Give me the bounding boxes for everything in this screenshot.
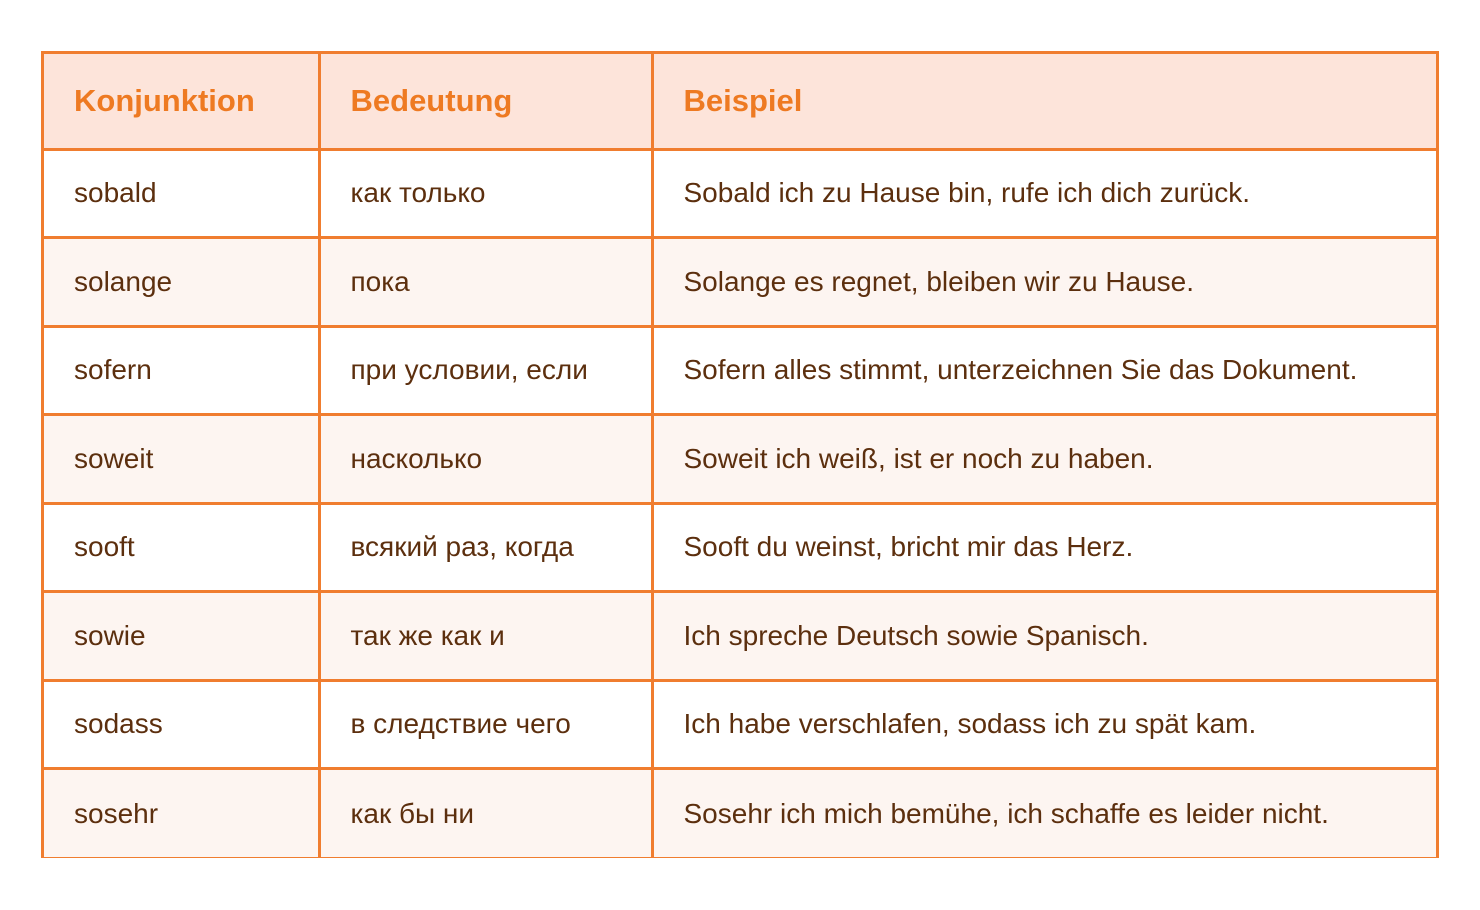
table-row — [44, 415, 1436, 504]
table-row — [44, 149, 1436, 238]
cell-conjunction: sooft — [44, 503, 319, 592]
cell-example: Sosehr ich mich bemühe, ich schaffe es leider nicht. — [652, 769, 1436, 858]
cell-conjunction: sodass — [44, 680, 319, 769]
cell-meaning: как только — [319, 149, 652, 238]
cell-conjunction: sosehr — [44, 769, 319, 858]
cell-meaning: в следствие чего — [319, 680, 652, 769]
cell-example: Sooft du weinst, bricht mir das Herz. — [652, 503, 1436, 592]
table-row — [44, 680, 1436, 769]
table-row — [44, 592, 1436, 681]
table-header-row — [44, 54, 1436, 149]
cell-example: Sobald ich zu Hause bin, rufe ich dich zurück. — [652, 149, 1436, 238]
table-row — [44, 503, 1436, 592]
header-beispiel: Beispiel — [652, 54, 1436, 149]
cell-conjunction: sobald — [44, 149, 319, 238]
cell-conjunction: soweit — [44, 415, 319, 504]
conjunction-table-frame — [41, 51, 1439, 858]
table-row — [44, 769, 1436, 858]
cell-example: Solange es regnet, bleiben wir zu Hause. — [652, 238, 1436, 327]
cell-meaning: при условии, если — [319, 326, 652, 415]
cell-example: Ich spreche Deutsch sowie Spanisch. — [652, 592, 1436, 681]
cell-conjunction: solange — [44, 238, 319, 327]
cell-example: Ich habe verschlafen, sodass ich zu spät kam. — [652, 680, 1436, 769]
cell-meaning: всякий раз, когда — [319, 503, 652, 592]
conjunction-table — [44, 54, 1436, 857]
cell-meaning: насколько — [319, 415, 652, 504]
cell-example: Soweit ich weiß, ist er noch zu haben. — [652, 415, 1436, 504]
cell-meaning: как бы ни — [319, 769, 652, 858]
table-row — [44, 326, 1436, 415]
table-row — [44, 238, 1436, 327]
cell-meaning: так же как и — [319, 592, 652, 681]
cell-conjunction: sofern — [44, 326, 319, 415]
header-konjunktion: Konjunktion — [44, 54, 319, 149]
cell-conjunction: sowie — [44, 592, 319, 681]
cell-example: Sofern alles stimmt, unterzeichnen Sie das Dokument. — [652, 326, 1436, 415]
cell-meaning: пока — [319, 238, 652, 327]
header-bedeutung: Bedeutung — [319, 54, 652, 149]
